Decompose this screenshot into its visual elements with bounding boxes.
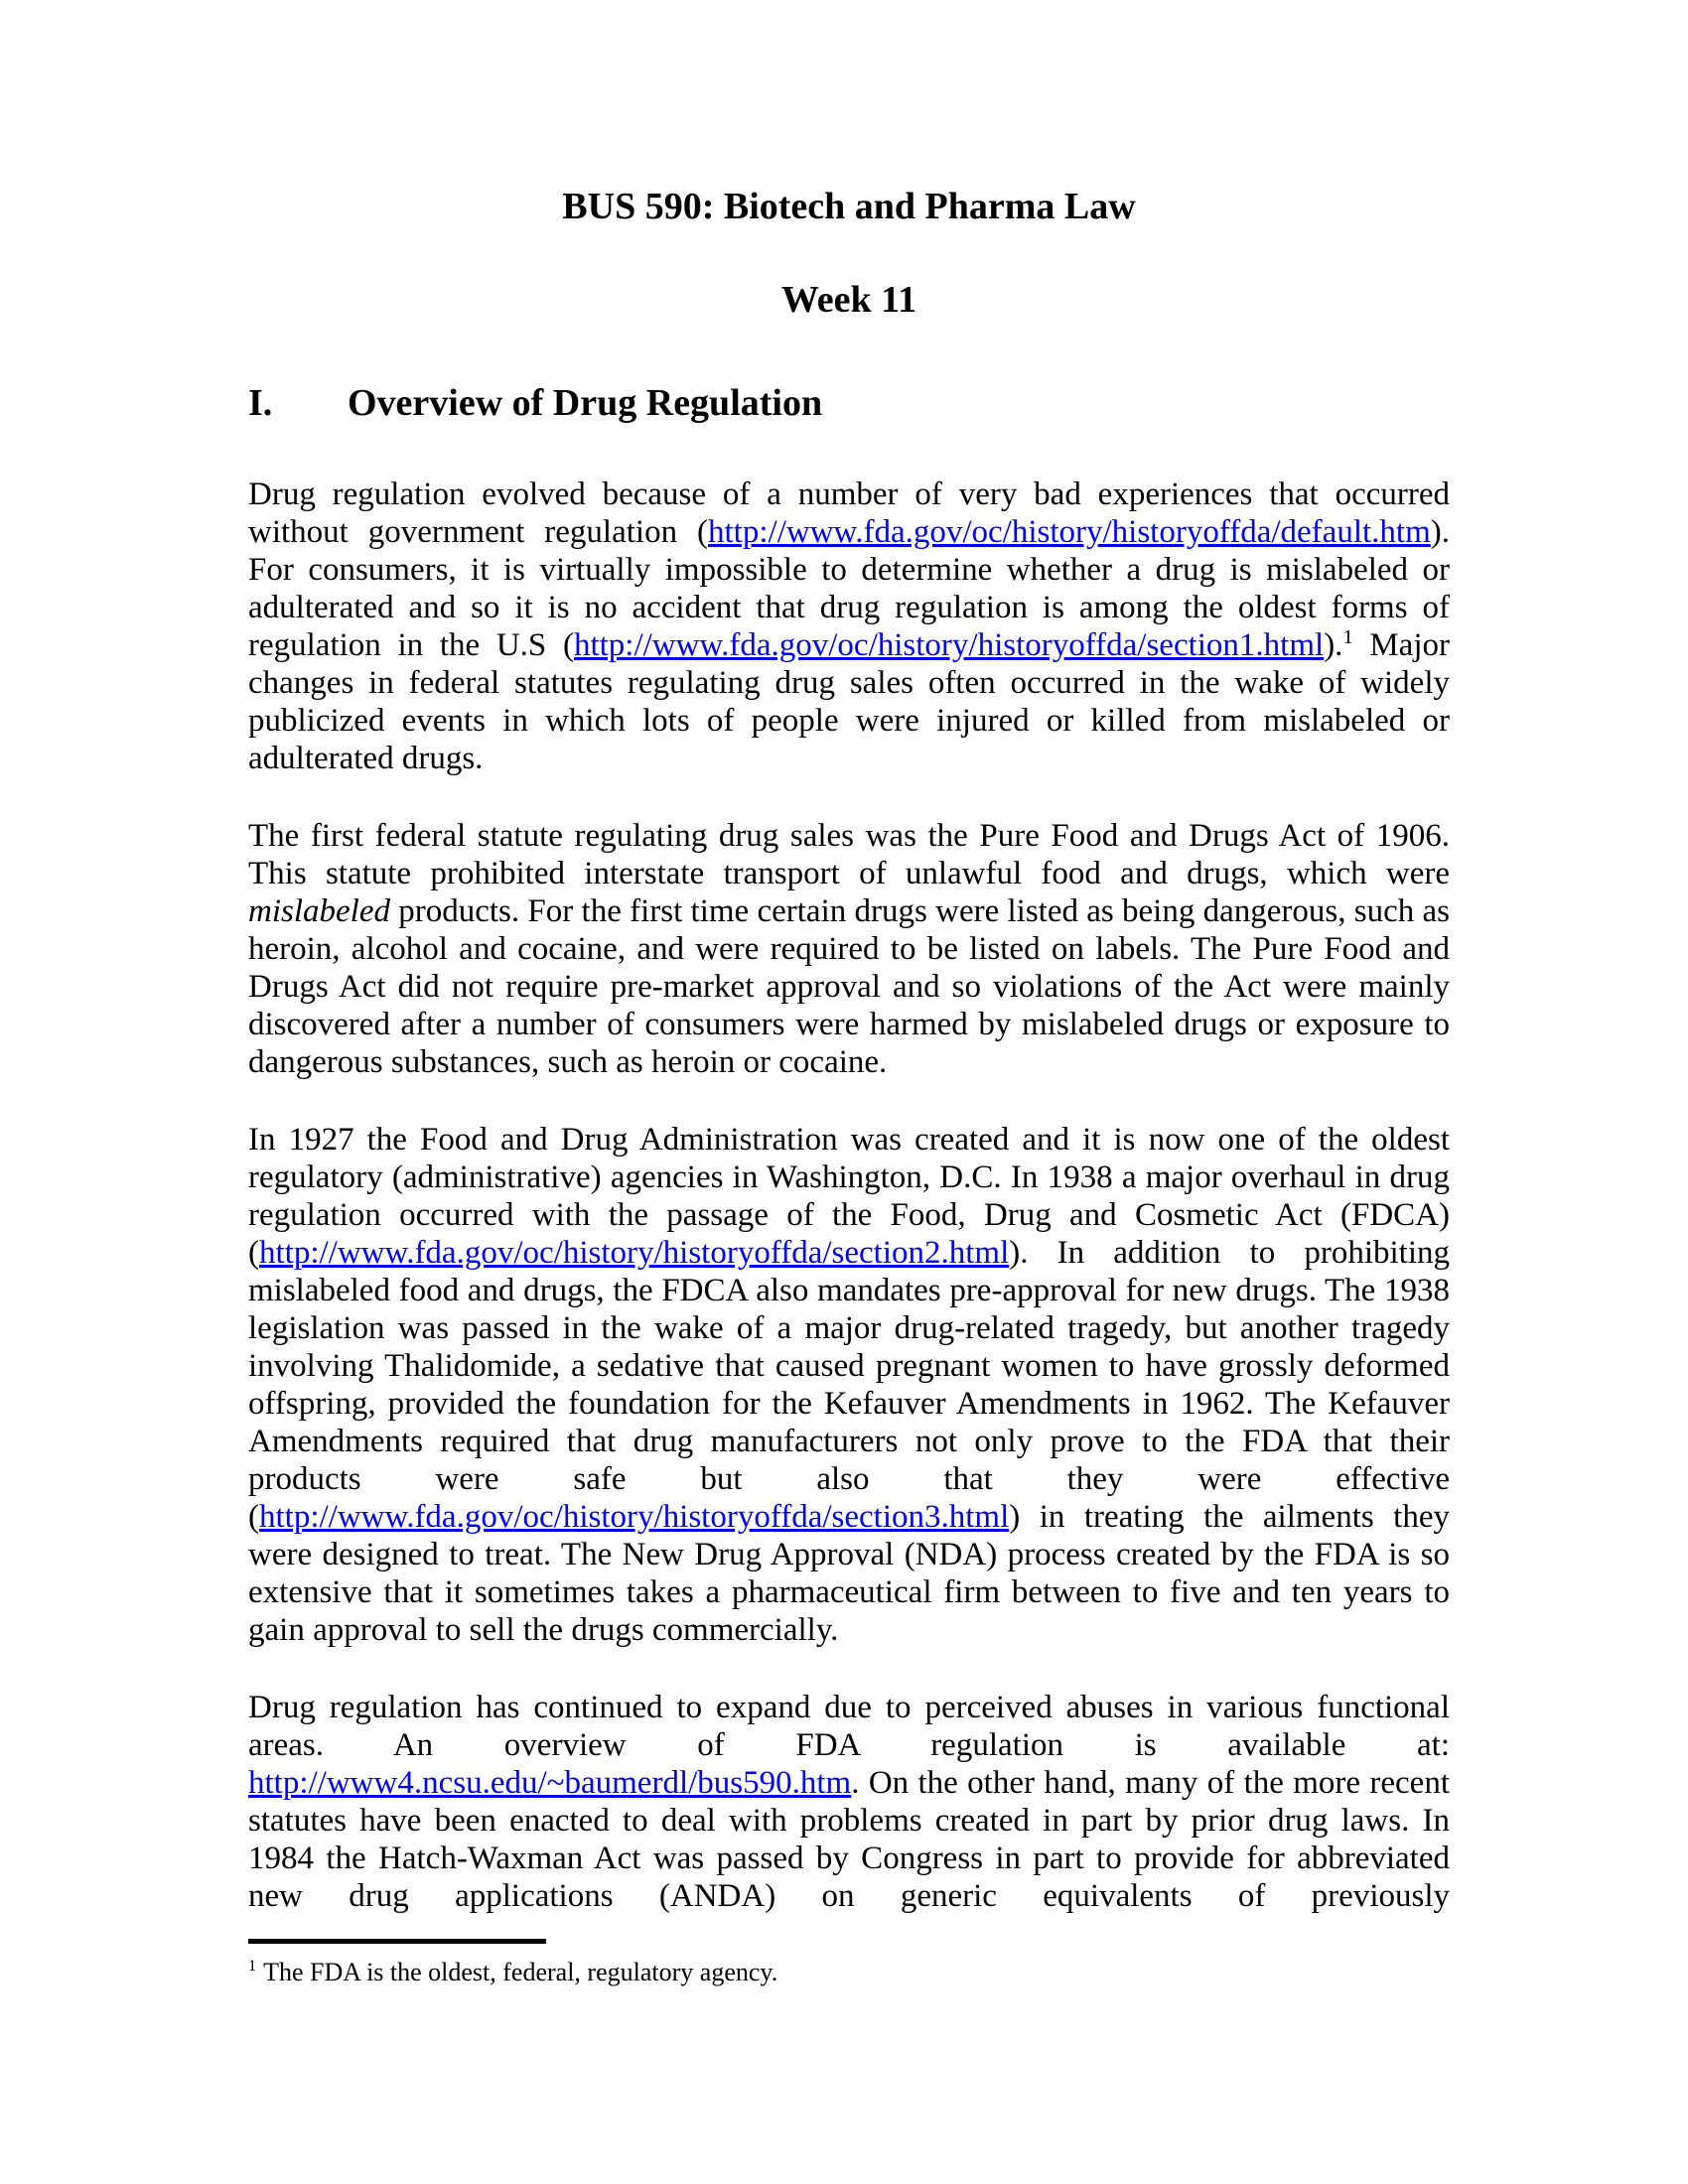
- hyperlink[interactable]: http://www.fda.gov/oc/history/historyoffda/section2.html: [259, 1235, 1010, 1271]
- text-run: Drug regulation has continued to expand due to perceived abuses in various functional areas. An overview of FDA regulation is available at:: [248, 1690, 1450, 1763]
- italic-text: mislabeled: [248, 893, 390, 929]
- text-run: ).: [1324, 627, 1343, 663]
- hyperlink[interactable]: http://www.fda.gov/oc/history/historyoffda/section1.html: [573, 627, 1325, 663]
- hyperlink[interactable]: http://www.fda.gov/oc/history/historyoffda/section3.html: [259, 1499, 1010, 1535]
- paragraph-3: [248, 1121, 1450, 1649]
- paragraph-1: [248, 476, 1450, 777]
- text-run: ). In addition to prohibiting mislabeled food and drugs, the FDCA also mandates pre-approval for new drugs. The 1938 legislation was passed in the wake of a major drug-related tragedy, but another tragedy involving Thalidomide, a sedative that caused pregnant women to have grossly deformed offspring, provided the foundation for the Kefauver Amendments in 1962. The Kefauver Amendments required that drug manufacturers not only prove to the FDA that their products were safe but also that they were effective (: [248, 1235, 1450, 1535]
- footnote: [248, 1939, 1450, 1988]
- text-run: . On the other hand, many of the more recent statutes have been enacted to deal with problems created in part by prior drug laws. In 1984 the Hatch-Waxman Act was passed by Congress in part to provide for abbreviated new drug applications (ANDA) on generic equivalents of previously: [248, 1765, 1450, 1914]
- document-subtitle: Week 11: [780, 279, 917, 321]
- document-title: BUS 590: Biotech and Pharma Law: [562, 186, 1136, 227]
- footnote-marker: 1: [248, 1958, 257, 1976]
- footnote-separator: [248, 1939, 546, 1944]
- section-number: I.: [248, 382, 273, 424]
- text-run: The first federal statute regulating drug sales was the Pure Food and Drugs Act of 1906. This statute prohibited interstate transport of unlawful food and drugs, which were: [248, 818, 1450, 891]
- paragraph-4: [248, 1689, 1450, 1915]
- section-heading: [248, 380, 1450, 426]
- paragraph-2: [248, 817, 1450, 1081]
- text-run: In 1927 the Food and Drug Administration was created and it is now one of the oldest regulatory (administrative) agencies in Washington, D.C. In 1938 a major overhaul in drug regulation occurred with the passage of the Food, Drug and Cosmetic Act (FDCA) (: [248, 1122, 1450, 1271]
- hyperlink[interactable]: http://www4.ncsu.edu/~baumerdl/bus590.htm: [248, 1765, 852, 1801]
- section-title: Overview of Drug Regulation: [348, 382, 823, 424]
- text-run: Drug regulation evolved because of a number of very bad experiences that occurred without government regulation (: [248, 477, 1450, 550]
- footnote-ref: 1: [1342, 626, 1353, 648]
- text-run: ). For consumers, it is virtually impossible to determine whether a drug is mislabeled or adulterated and so it is no accident that drug regulation is among the oldest forms of regulation in the U.S (: [248, 514, 1450, 663]
- text-run: Major changes in federal statutes regulating drug sales often occurred in the wake of widely publicized events in which lots of people were injured or killed from mislabeled or adulterated drugs.: [248, 627, 1450, 776]
- footnote-text: [248, 1957, 1450, 1988]
- hyperlink[interactable]: http://www.fda.gov/oc/history/historyoffda/default.htm: [708, 514, 1431, 550]
- footnote-body: The FDA is the oldest, federal, regulatory agency.: [263, 1958, 778, 1986]
- text-run: products. For the first time certain drugs were listed as being dangerous, such as heroin, alcohol and cocaine, and were required to be listed on labels. The Pure Food and Drugs Act did not require pre-market approval and so violations of the Act were mainly discovered after a number of consumers were harmed by mislabeled drugs or exposure to dangerous substances, such as heroin or cocaine.: [248, 893, 1450, 1080]
- document-content: [248, 184, 1450, 1955]
- text-run: ) in treating the ailments they were designed to treat. The New Drug Approval (NDA) process created by the FDA is so extensive that it sometimes takes a pharmaceutical firm between to five and ten years to gain approval to sell the drugs commercially.: [248, 1499, 1450, 1648]
- document-body: [248, 476, 1450, 1915]
